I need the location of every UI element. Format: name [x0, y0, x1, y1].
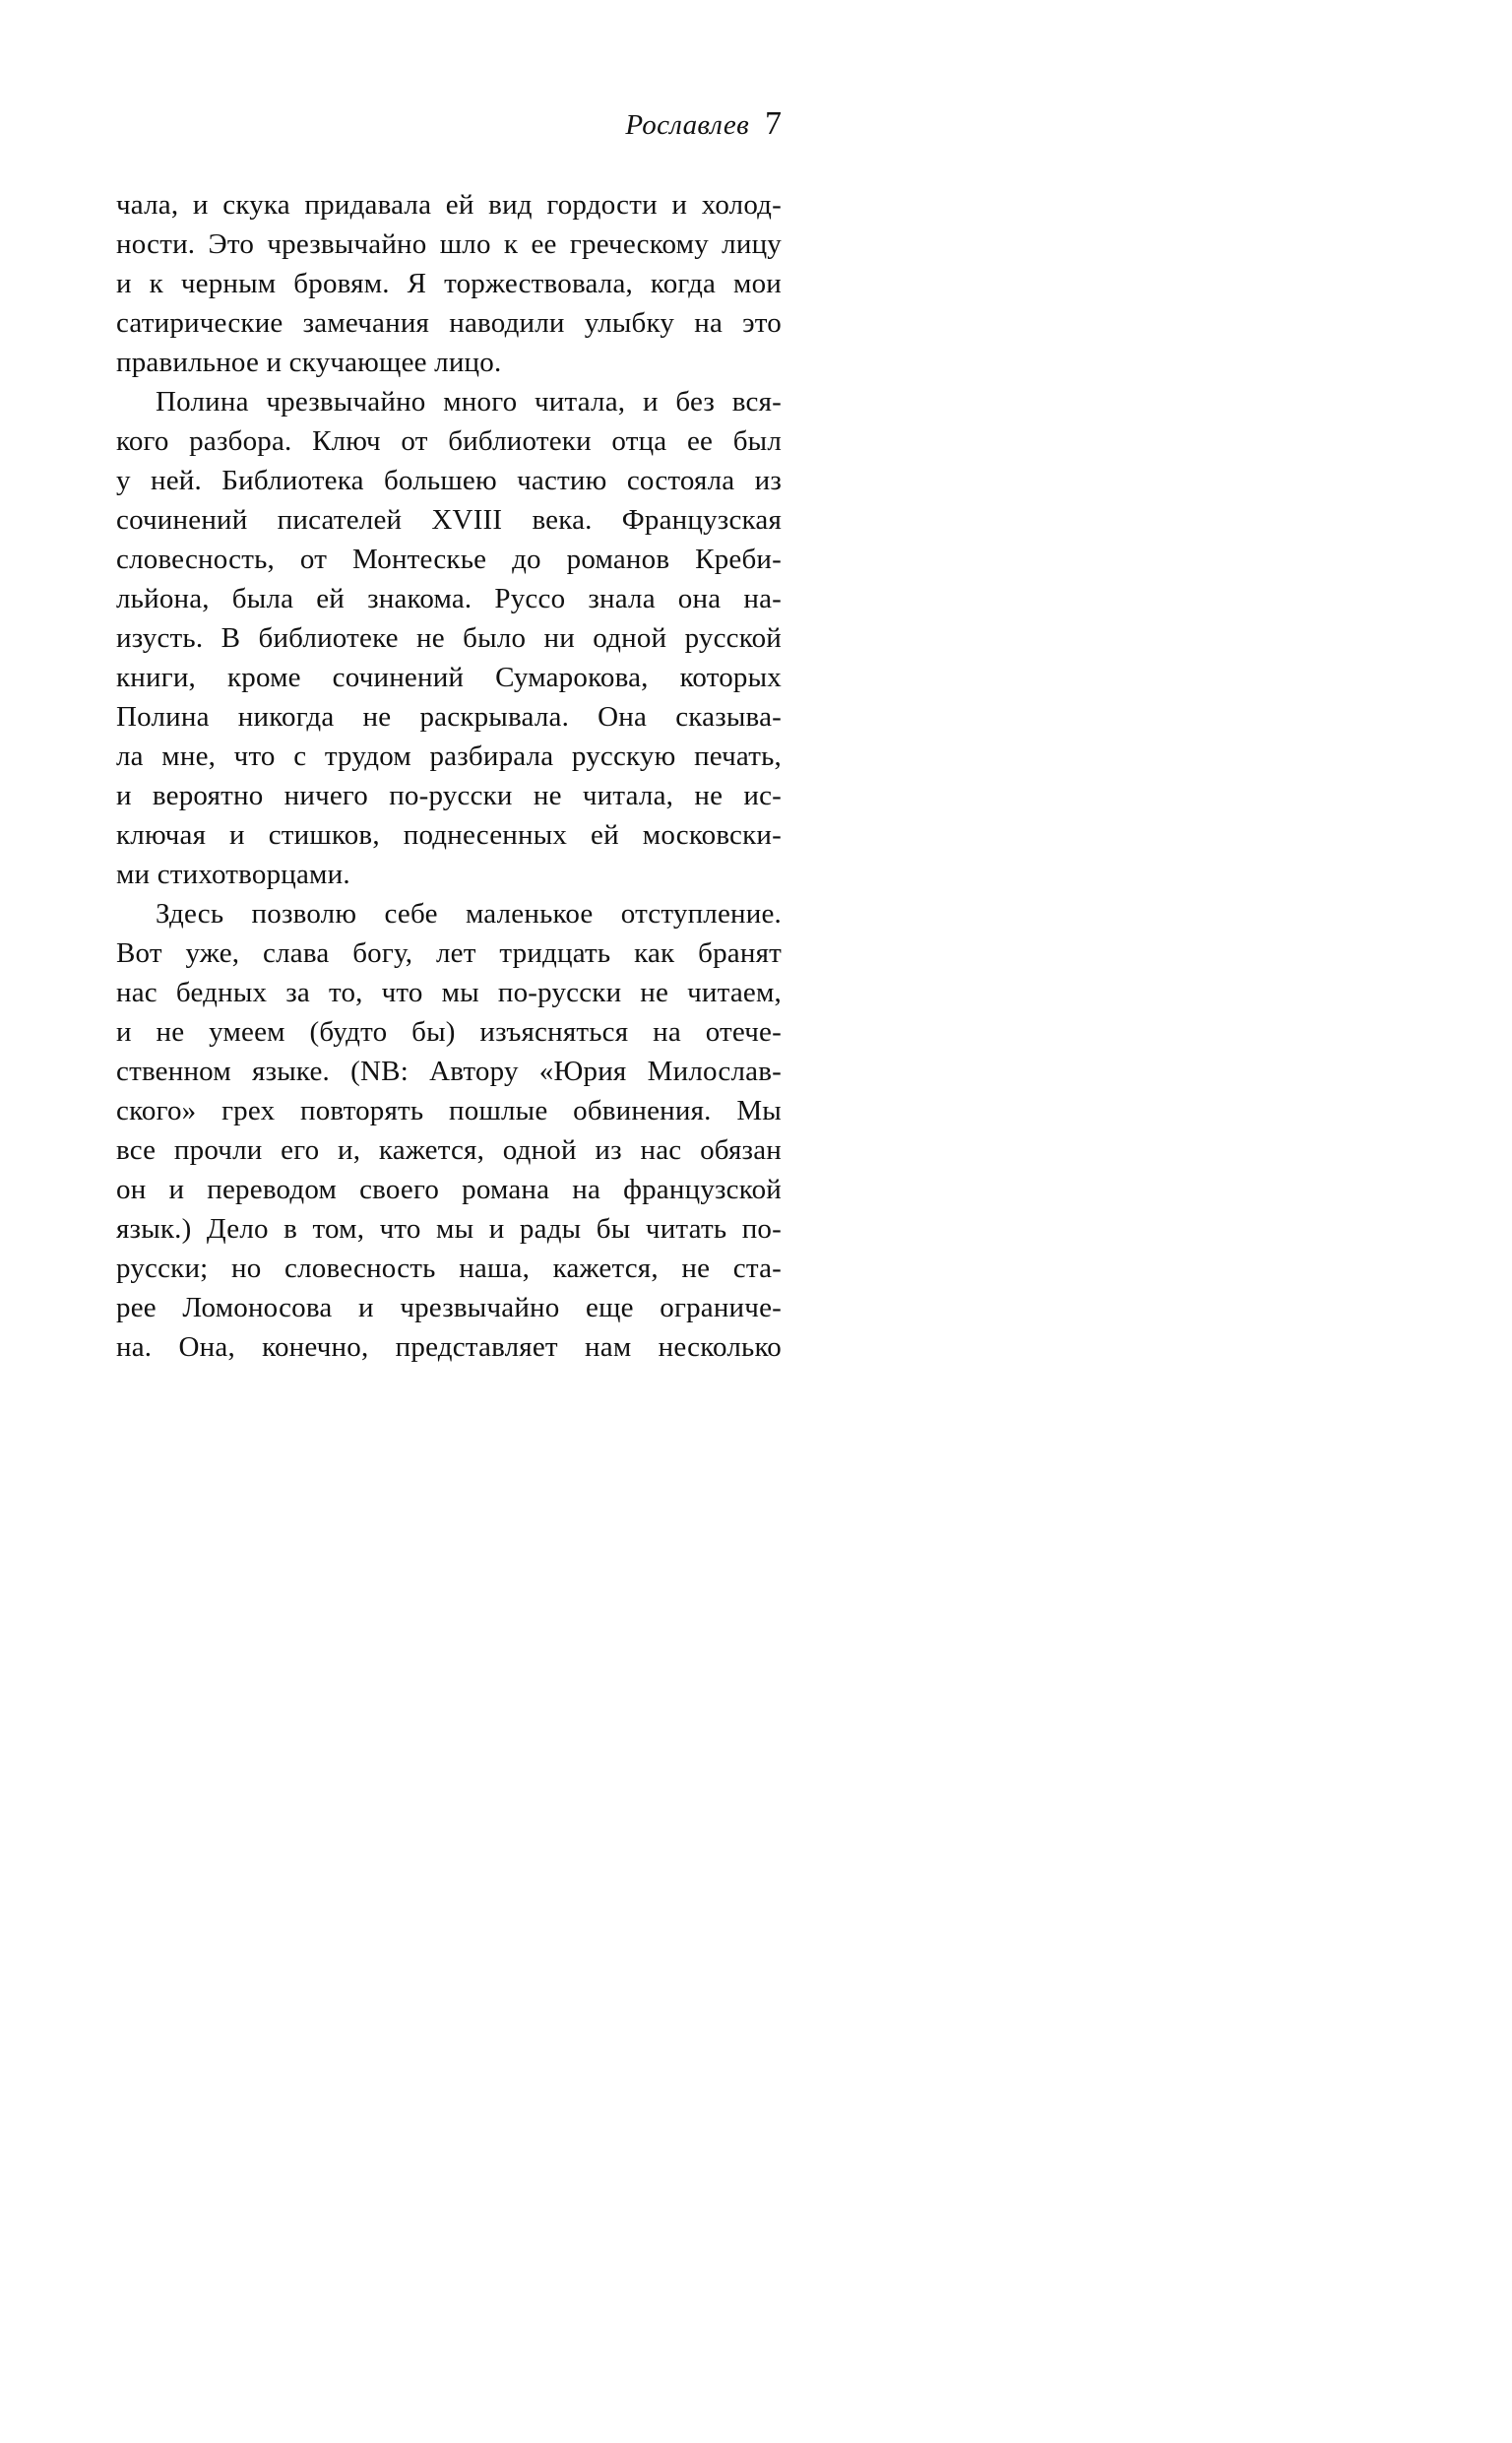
text-line: и к черным бровям. Я торжествовала, когда мои: [116, 268, 782, 299]
text-line: изусть. В библиотеке не было ни одной русской: [116, 622, 782, 654]
paragraph: [116, 382, 782, 894]
text-line: льйона, была ей знакома. Руссо знала она на-: [116, 583, 782, 614]
running-head: [116, 104, 782, 150]
running-head-title: Рославлев: [625, 109, 749, 141]
text-line: ности. Это чрезвычайно шло к ее греческому лицу: [116, 228, 782, 260]
text-line: Здесь позволю себе маленькое отступление.: [156, 898, 782, 930]
text-line: нас бедных за то, что мы по-русски не читаем,: [116, 977, 782, 1008]
text-line: сатирические замечания наводили улыбку на это: [116, 307, 782, 339]
text-line: ского» грех повторять пошлые обвинения. Мы: [116, 1095, 782, 1126]
text-line: на. Она, конечно, представляет нам несколько: [116, 1331, 782, 1363]
text-line: Полина никогда не раскрывала. Она сказыва-: [116, 701, 782, 733]
paragraph: [116, 894, 782, 1367]
text-line: ла мне, что с трудом разбирала русскую печать,: [116, 740, 782, 772]
text-line: книги, кроме сочинений Сумарокова, которых: [116, 662, 782, 693]
text-line: чала, и скука придавала ей вид гордости и холод-: [116, 189, 782, 221]
text-line: правильное и скучающее лицо.: [116, 347, 502, 378]
text-line: русски; но словесность наша, кажется, не ста-: [116, 1253, 782, 1284]
text-line: язык.) Дело в том, что мы и рады бы читать по-: [116, 1213, 782, 1245]
paragraph: [116, 185, 782, 382]
text-line: все прочли его и, кажется, одной из нас обязан: [116, 1134, 782, 1166]
text-line: ключая и стишков, поднесенных ей московски-: [116, 819, 782, 851]
text-line: у ней. Библиотека большею частию состояла из: [116, 465, 782, 496]
text-line: сочинений писателей XVIII века. Французская: [116, 504, 782, 536]
text-line: и не умеем (будто бы) изъясняться на отече-: [116, 1016, 782, 1048]
text-line: словесность, от Монтескье до романов Креби-: [116, 544, 782, 575]
text-line: Полина чрезвычайно много читала, и без вся-: [156, 386, 782, 418]
text-line: и вероятно ничего по-русски не читала, не ис-: [116, 780, 782, 811]
text-line: ми стихотворцами.: [116, 859, 350, 890]
page-number: 7: [765, 105, 782, 142]
text-line: ственном языке. (NB: Автору «Юрия Милослав-: [116, 1056, 782, 1087]
text-line: рее Ломоносова и чрезвычайно еще ограниче-: [116, 1292, 782, 1323]
text-line: Вот уже, слава богу, лет тридцать как бранят: [116, 937, 782, 969]
text-block: [116, 104, 782, 1367]
page-body-text: [116, 185, 782, 1367]
text-line: он и переводом своего романа на французской: [116, 1174, 782, 1205]
text-line: кого разбора. Ключ от библиотеки отца ее был: [116, 425, 782, 457]
